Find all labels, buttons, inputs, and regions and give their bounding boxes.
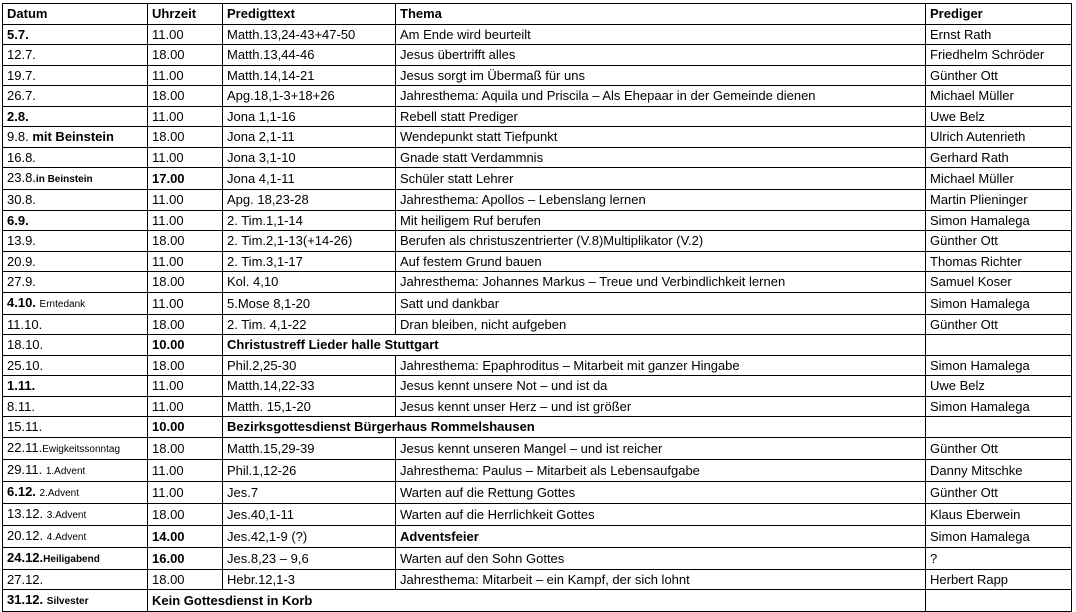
theme-cell: Dran bleiben, nicht aufgeben: [396, 314, 926, 335]
preacher-cell: Günther Ott: [926, 65, 1072, 86]
bible-text-cell: Jona 3,1-10: [223, 147, 396, 168]
date-cell: 5.7.: [3, 24, 148, 45]
date-cell: 13.12. 3.Advent: [3, 503, 148, 525]
date-note: in Beinstein: [35, 174, 93, 185]
date-cell: 16.8.: [3, 147, 148, 168]
bible-text-cell: Matth.14,22-33: [223, 376, 396, 397]
table-row: [3, 45, 1072, 66]
time-cell: 11.00: [148, 106, 223, 127]
date-note: 3.Advent: [46, 509, 87, 521]
table-row: [3, 168, 1072, 190]
date-cell: 24.12.Heiligabend: [3, 547, 148, 569]
date-cell: 12.7.: [3, 45, 148, 66]
date-cell: 19.7.: [3, 65, 148, 86]
date-cell: 30.8.: [3, 190, 148, 211]
time-cell: 11.00: [148, 65, 223, 86]
preacher-cell: Ernst Rath: [926, 24, 1072, 45]
preacher-cell: Gerhard Rath: [926, 147, 1072, 168]
date-note: 1.Advent: [45, 465, 86, 477]
time-cell: 18.00: [148, 231, 223, 252]
date-cell: 15.11.: [3, 417, 148, 438]
date-cell: 22.11.Ewigkeitssonntag: [3, 437, 148, 459]
theme-cell: Satt und dankbar: [396, 292, 926, 314]
date-note: mit Beinstein: [32, 129, 114, 145]
bible-text-cell: Jona 2,1-11: [223, 127, 396, 148]
bible-text-cell: Matth. 15,1-20: [223, 396, 396, 417]
bible-text-cell: 5.Mose 8,1-20: [223, 292, 396, 314]
theme-cell: Mit heiligem Ruf berufen: [396, 210, 926, 231]
bible-text-cell: Jes.8,23 – 9,6: [223, 547, 396, 569]
time-cell: 11.00: [148, 481, 223, 503]
date-note: Erntedank: [39, 298, 86, 310]
time-cell: 18.00: [148, 503, 223, 525]
table-row: [3, 335, 1072, 356]
theme-cell: Jahresthema: Epaphroditus – Mitarbeit mit ganzer Hingabe: [396, 355, 926, 376]
time-cell: 18.00: [148, 437, 223, 459]
table-row: [3, 459, 1072, 481]
time-cell: 11.00: [148, 292, 223, 314]
time-cell: 10.00: [148, 335, 223, 356]
theme-cell: Adventsfeier: [396, 525, 926, 547]
preacher-cell: Simon Hamalega: [926, 292, 1072, 314]
time-cell: 11.00: [148, 376, 223, 397]
theme-cell: Warten auf die Rettung Gottes: [396, 481, 926, 503]
date-note: Ewigkeitssonntag: [42, 443, 121, 455]
time-cell: 10.00: [148, 417, 223, 438]
date-cell: 2.8.: [3, 106, 148, 127]
event-cell: Kein Gottesdienst in Korb: [148, 590, 926, 612]
preacher-cell: [926, 590, 1072, 612]
date-note: 2.Advent: [39, 487, 80, 499]
preacher-cell: Uwe Belz: [926, 376, 1072, 397]
bible-text-cell: 2. Tim.3,1-17: [223, 251, 396, 272]
time-cell: 11.00: [148, 24, 223, 45]
preacher-cell: Ulrich Autenrieth: [926, 127, 1072, 148]
theme-cell: Schüler statt Lehrer: [396, 168, 926, 190]
table-row: [3, 314, 1072, 335]
preacher-cell: Michael Müller: [926, 168, 1072, 190]
event-cell: Bezirksgottesdienst Bürgerhaus Rommelshausen: [223, 417, 926, 438]
preacher-cell: Simon Hamalega: [926, 210, 1072, 231]
table-row: [3, 190, 1072, 211]
bible-text-cell: Hebr.12,1-3: [223, 569, 396, 590]
table-row: [3, 417, 1072, 438]
date-cell: 27.9.: [3, 272, 148, 293]
table-row: [3, 396, 1072, 417]
theme-cell: Jahresthema: Aquila und Priscila – Als Ehepaar in der Gemeinde dienen: [396, 86, 926, 107]
preacher-cell: Simon Hamalega: [926, 355, 1072, 376]
bible-text-cell: 2. Tim.1,1-14: [223, 210, 396, 231]
time-cell: 11.00: [148, 147, 223, 168]
theme-cell: Warten auf die Herrlichkeit Gottes: [396, 503, 926, 525]
time-cell: 14.00: [148, 525, 223, 547]
bible-text-cell: 2. Tim.2,1-13(+14-26): [223, 231, 396, 252]
preacher-cell: Uwe Belz: [926, 106, 1072, 127]
theme-cell: Gnade statt Verdammnis: [396, 147, 926, 168]
theme-cell: Auf festem Grund bauen: [396, 251, 926, 272]
table-row: [3, 106, 1072, 127]
bible-text-cell: Matth.13,24-43+47-50: [223, 24, 396, 45]
time-cell: 11.00: [148, 190, 223, 211]
preacher-cell: Martin Plieninger: [926, 190, 1072, 211]
date-cell: 4.10. Erntedank: [3, 292, 148, 314]
time-cell: 11.00: [148, 396, 223, 417]
preacher-cell: Simon Hamalega: [926, 396, 1072, 417]
header-datum: Datum: [3, 4, 148, 25]
date-note: Silvester: [46, 596, 89, 607]
table-row: [3, 231, 1072, 252]
preacher-cell: [926, 335, 1072, 356]
date-cell: 20.9.: [3, 251, 148, 272]
preacher-cell: Klaus Eberwein: [926, 503, 1072, 525]
preacher-cell: [926, 417, 1072, 438]
table-row: [3, 210, 1072, 231]
date-cell: 29.11. 1.Advent: [3, 459, 148, 481]
preacher-cell: Thomas Richter: [926, 251, 1072, 272]
table-row: [3, 292, 1072, 314]
date-cell: 13.9.: [3, 231, 148, 252]
table-row: [3, 147, 1072, 168]
table-row: [3, 503, 1072, 525]
time-cell: 18.00: [148, 272, 223, 293]
bible-text-cell: Phil.2,25-30: [223, 355, 396, 376]
date-cell: 20.12. 4.Advent: [3, 525, 148, 547]
date-cell: 26.7.: [3, 86, 148, 107]
date-cell: 25.10.: [3, 355, 148, 376]
theme-cell: Jesus übertrifft alles: [396, 45, 926, 66]
date-note: 4.Advent: [46, 531, 87, 543]
time-cell: 18.00: [148, 314, 223, 335]
date-cell: 27.12.: [3, 569, 148, 590]
bible-text-cell: Jona 1,1-16: [223, 106, 396, 127]
time-cell: 11.00: [148, 210, 223, 231]
table-row: [3, 24, 1072, 45]
bible-text-cell: Matth.13,44-46: [223, 45, 396, 66]
bible-text-cell: Jes.42,1-9 (?): [223, 525, 396, 547]
bible-text-cell: Apg.18,1-3+18+26: [223, 86, 396, 107]
theme-cell: Rebell statt Prediger: [396, 106, 926, 127]
date-cell: 9.8. mit Beinstein: [3, 127, 148, 148]
date-cell: 11.10.: [3, 314, 148, 335]
preacher-cell: Michael Müller: [926, 86, 1072, 107]
bible-text-cell: Jes.40,1-11: [223, 503, 396, 525]
header-uhrzeit: Uhrzeit: [148, 4, 223, 25]
time-cell: 18.00: [148, 45, 223, 66]
service-schedule-table: [2, 3, 1072, 612]
theme-cell: Jesus kennt unsere Not – und ist da: [396, 376, 926, 397]
header-predigttext: Predigttext: [223, 4, 396, 25]
preacher-cell: Herbert Rapp: [926, 569, 1072, 590]
theme-cell: Jesus kennt unseren Mangel – und ist reicher: [396, 437, 926, 459]
bible-text-cell: Matth.15,29-39: [223, 437, 396, 459]
preacher-cell: Friedhelm Schröder: [926, 45, 1072, 66]
bible-text-cell: Jes.7: [223, 481, 396, 503]
theme-cell: Warten auf den Sohn Gottes: [396, 547, 926, 569]
date-cell: 18.10.: [3, 335, 148, 356]
time-cell: 11.00: [148, 251, 223, 272]
table-row: [3, 86, 1072, 107]
theme-cell: Jahresthema: Paulus – Mitarbeit als Lebensaufgabe: [396, 459, 926, 481]
preacher-cell: Danny Mitschke: [926, 459, 1072, 481]
header-thema: Thema: [396, 4, 926, 25]
time-cell: 18.00: [148, 86, 223, 107]
date-cell: 6.9.: [3, 210, 148, 231]
time-cell: 18.00: [148, 569, 223, 590]
event-cell: Christustreff Lieder halle Stuttgart: [223, 335, 926, 356]
theme-cell: Jesus kennt unser Herz – und ist größer: [396, 396, 926, 417]
theme-cell: Jahresthema: Apollos – Lebenslang lernen: [396, 190, 926, 211]
header-row: [3, 4, 1072, 25]
table-row: [3, 590, 1072, 612]
preacher-cell: ?: [926, 547, 1072, 569]
table-row: [3, 272, 1072, 293]
theme-cell: Jahresthema: Mitarbeit – ein Kampf, der sich lohnt: [396, 569, 926, 590]
header-prediger: Prediger: [926, 4, 1072, 25]
bible-text-cell: Phil.1,12-26: [223, 459, 396, 481]
time-cell: 17.00: [148, 168, 223, 190]
date-cell: 31.12. Silvester: [3, 590, 148, 612]
date-note: Heiligabend: [43, 553, 100, 565]
preacher-cell: Samuel Koser: [926, 272, 1072, 293]
table-row: [3, 127, 1072, 148]
bible-text-cell: Kol. 4,10: [223, 272, 396, 293]
preacher-cell: Günther Ott: [926, 481, 1072, 503]
bible-text-cell: Jona 4,1-11: [223, 168, 396, 190]
time-cell: 16.00: [148, 547, 223, 569]
bible-text-cell: Apg. 18,23-28: [223, 190, 396, 211]
table-row: [3, 437, 1072, 459]
date-cell: 1.11.: [3, 376, 148, 397]
preacher-cell: Günther Ott: [926, 314, 1072, 335]
time-cell: 18.00: [148, 127, 223, 148]
table-row: [3, 547, 1072, 569]
table-row: [3, 355, 1072, 376]
preacher-cell: Günther Ott: [926, 231, 1072, 252]
date-cell: 23.8.in Beinstein: [3, 168, 148, 190]
theme-cell: Am Ende wird beurteilt: [396, 24, 926, 45]
theme-cell: Berufen als christuszentrierter (V.8)Multiplikator (V.2): [396, 231, 926, 252]
table-row: [3, 569, 1072, 590]
table-row: [3, 251, 1072, 272]
bible-text-cell: Matth.14,14-21: [223, 65, 396, 86]
date-cell: 6.12. 2.Advent: [3, 481, 148, 503]
preacher-cell: Günther Ott: [926, 437, 1072, 459]
time-cell: 11.00: [148, 459, 223, 481]
date-cell: 8.11.: [3, 396, 148, 417]
theme-cell: Wendepunkt statt Tiefpunkt: [396, 127, 926, 148]
preacher-cell: Simon Hamalega: [926, 525, 1072, 547]
table-row: [3, 525, 1072, 547]
bible-text-cell: 2. Tim. 4,1-22: [223, 314, 396, 335]
theme-cell: Jesus sorgt im Übermaß für uns: [396, 65, 926, 86]
theme-cell: Jahresthema: Johannes Markus – Treue und Verbindlichkeit lernen: [396, 272, 926, 293]
table-row: [3, 481, 1072, 503]
table-row: [3, 65, 1072, 86]
table-row: [3, 376, 1072, 397]
time-cell: 18.00: [148, 355, 223, 376]
